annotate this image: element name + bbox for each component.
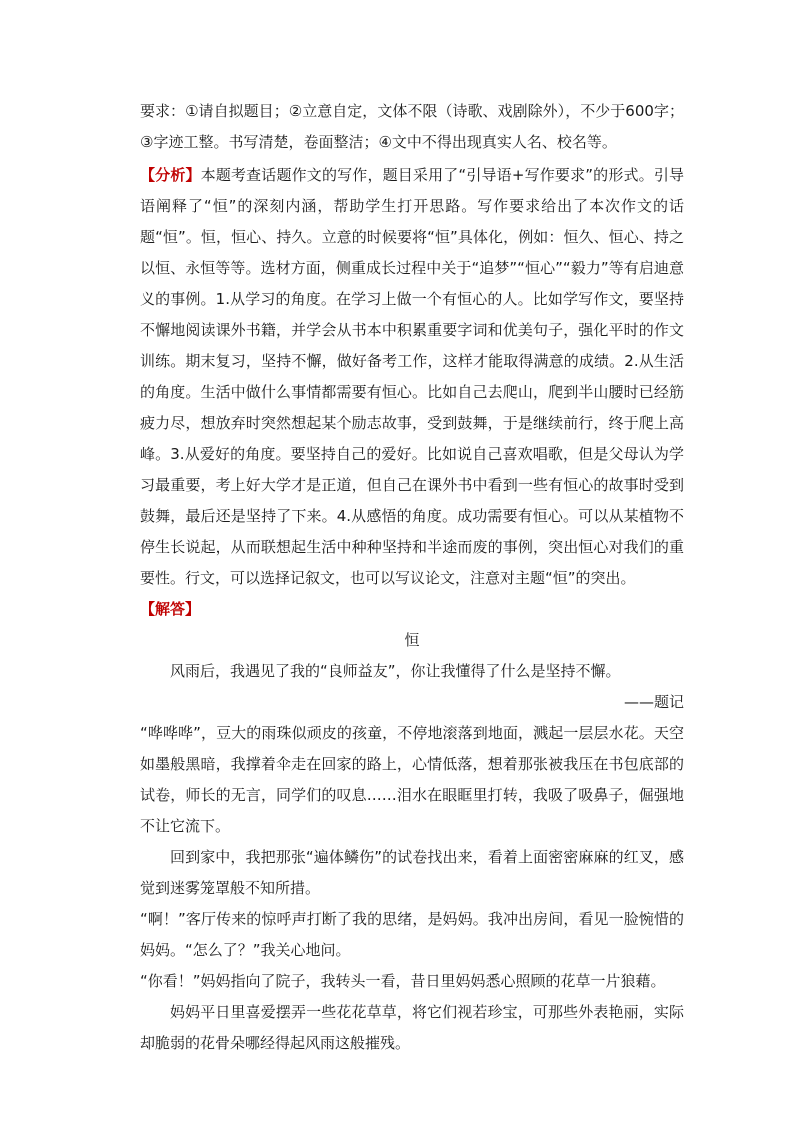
essay-paragraph: “哗哗哗”，豆大的雨珠似顽皮的孩童，不停地滚落到地面，溅起一层层水花。天空如墨般黑暗，我撑着伞走在回家的路上，心情低落，想着那张被我压在书包底部的试卷，师长的无言，同学们的叹息……泪水在眼眶里打转，我吸了吸鼻子，倔强地不让它流下。 (140, 724, 684, 835)
essay-title: 恒 (404, 631, 420, 649)
answer-heading (140, 594, 684, 625)
essay-paragraph: 回到家中，我把那张“遍体鳞伤”的试卷找出来，看着上面密密麻麻的红叉，感觉到迷雾笼罩般不知所措。 (140, 848, 684, 897)
essay-paragraph: 妈妈平日里喜爱摆弄一些花花草草，将它们视若珍宝，可那些外表艳丽，实际却脆弱的花骨朵哪经得起风雨这般摧残。 (140, 1003, 684, 1052)
essay-epigraph: 风雨后，我遇见了我的“良师益友”，你让我懂得了什么是坚持不懈。 (170, 662, 621, 680)
essay-epigraph-sign: ——题记 (623, 693, 684, 711)
answer-tag: 【解答】 (140, 600, 201, 618)
analysis-tag: 【分析】 (140, 166, 201, 184)
document-page (140, 96, 684, 1059)
essay-paragraph: “啊！”客厅传来的惊呼声打断了我的思绪，是妈妈。我冲出房间，看见一脸惋惜的妈妈。“怎么了？”我关心地问。 (140, 910, 684, 959)
essay-paragraph: “你看！”妈妈指向了院子，我转头一看，昔日里妈妈悉心照顾的花草一片狼藉。 (140, 972, 666, 990)
requirements-paragraph: 要求：①请自拟题目；②立意自定，文体不限（诗歌、戏剧除外），不少于600字；③字迹工整。书写清楚，卷面整洁；④文中不得出现真实人名、校名等。 (140, 102, 684, 151)
analysis-paragraph (140, 160, 684, 594)
analysis-text: 本题考查话题作文的写作，题目采用了“引导语+写作要求”的形式。引导语阐释了“恒”的深刻内涵，帮助学生打开思路。写作要求给出了本次作文的话题“恒”。恒，恒心、持久。立意的时候要将“恒”具体化，例如：恒久、恒心、持之以恒、永恒等等。选材方面，侧重成长过程中关于“追梦”“恒心”“毅力”等有启迪意义的事例。1.从学习的角度。在学习上做一个有恒心的人。比如学写作文，要坚持不懈地阅读课外书籍，并学会从书本中积累重要字词和优美句子，强化平时的作文训练。期末复习，坚持不懈，做好备考工作，这样才能取得满意的成绩。2.从生活的角度。生活中做什么事情都需要有恒心。比如自己去爬山，爬到半山腰时已经筋疲力尽，想放弃时突然想起某个励志故事，受到鼓舞，于是继续前行，终于爬上高峰。3.从爱好的角度。要坚持自己的爱好。比如说自己喜欢唱歌，但是父母认为学习最重要，考上好大学才是正道，但自己在课外书中看到一些有恒心的故事时受到鼓舞，最后还是坚持了下来。4.从感悟的角度。成功需要有恒心。可以从某植物不停生长说起，从而联想起生活中种种坚持和半途而废的事例，突出恒心对我们的重要性。行文，可以选择记叙文，也可以写议论文，注意对主题“恒”的突出。 (140, 166, 684, 587)
